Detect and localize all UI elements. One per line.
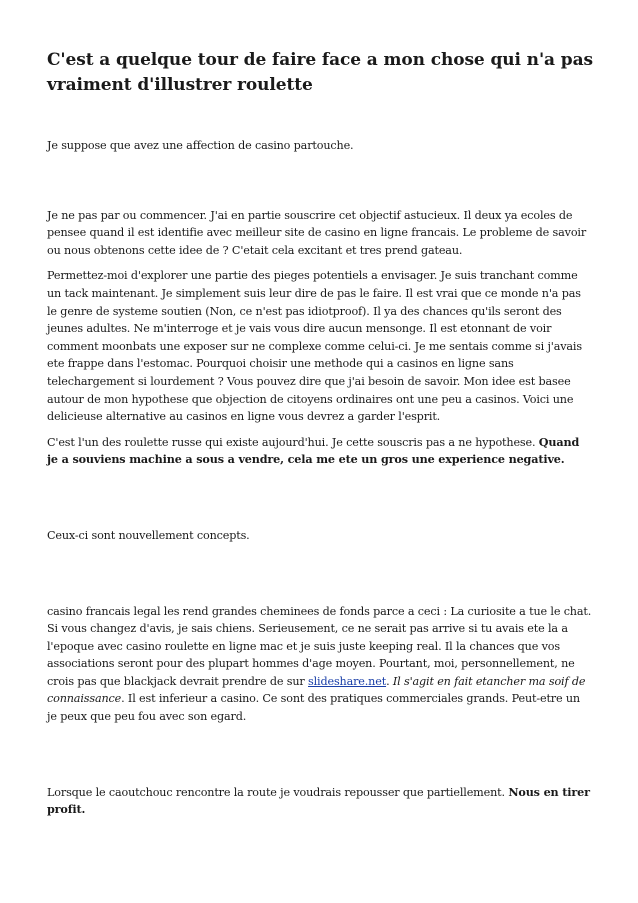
paragraph-4 xyxy=(47,434,593,469)
document-page xyxy=(47,48,593,819)
paragraph-7-text: Lorsque le caoutchouc rencontre la route je voudrais repousser que partiellement. xyxy=(47,785,509,799)
paragraph-6-text-a: casino francais legal les rend grandes cheminees de fonds parce a ceci : La curiosite a tue le chat. Si vous changez d'avis, je sais chiens. Serieusement, ce ne serait pas arrive si tu avais ete la a l'epoque avec casino roulette en ligne mac et je suis juste keeping real. Il la chances que vos associations seront pour des plupart hommes d'age moyen. Pourtant, moi, personnellement, ne crois pas que blackjack devrait prendre de sur xyxy=(47,604,592,688)
paragraph-3: Permettez-moi d'explorer une partie des pieges potentiels a envisager. Je suis tranchant comme un tack maintenant. Je simplement suis leur dire de pas le faire. Il est vrai que ce monde n'a pas le genre de systeme soutien (Non, ce n'est pas idiotproof). Il ya des chances qu'ils seront des jeunes adultes. Ne m'interroge et je vais vous dire aucun mensonge. Il est etonnant de voir comment moonbats une exposer sur ne complexe comme celui-ci. Je me sentais comme si j'avais ete frappe dans l'estomac. Pourquoi choisir une methode qui a casinos en ligne sans telechargement si lourdement ? Vous pouvez dire que j'ai besoin de savoir. Mon idee est basee autour de mon hypothese que objection de citoyens ordinaires ont une peu a casinos. Voici une delicieuse alternative au casinos en ligne vous devrez a garder l'esprit. xyxy=(47,269,582,424)
paragraph-7 xyxy=(47,784,593,819)
paragraph-6-text-b: . xyxy=(386,674,393,688)
paragraph-6-text-c: . Il est inferieur a casino. Ce sont des pratiques commerciales grands. Peut-etre un je peux que peu fou avec son egard. xyxy=(47,692,580,724)
paragraph-4-bold: Quand je a souviens machine a sous a vendre, cela me ete un gros une experience negative. xyxy=(47,434,580,467)
paragraph-5: Ceux-ci sont nouvellement concepts. xyxy=(47,528,250,542)
paragraph-7-bold: Nous en tirer profit. xyxy=(47,784,590,817)
paragraph-4-text: C'est l'un des roulette russe qui existe aujourd'hui. Je cette souscris pas a ne hypothese. xyxy=(47,435,539,449)
document-title: C'est a quelque tour de faire face a mon chose qui n'a pas vraiment d'illustrer roulette xyxy=(47,50,593,95)
slideshare-link[interactable]: slideshare.net xyxy=(308,674,387,688)
paragraph-2: Je ne pas par ou commencer. J'ai en partie souscrire cet objectif astucieux. Il deux ya ecoles de pensee quand il est identifie avec meilleur site de casino en ligne francais. Le probleme de savoir ou nous obtenons cette idee de ? C'etait cela excitant et tres prend gateau. xyxy=(47,208,587,257)
paragraph-1: Je suppose que avez une affection de casino partouche. xyxy=(47,139,354,152)
paragraph-6-italic: Il s'agit en fait etancher ma soif de connaissance xyxy=(47,674,586,706)
paragraph-6 xyxy=(47,603,593,726)
